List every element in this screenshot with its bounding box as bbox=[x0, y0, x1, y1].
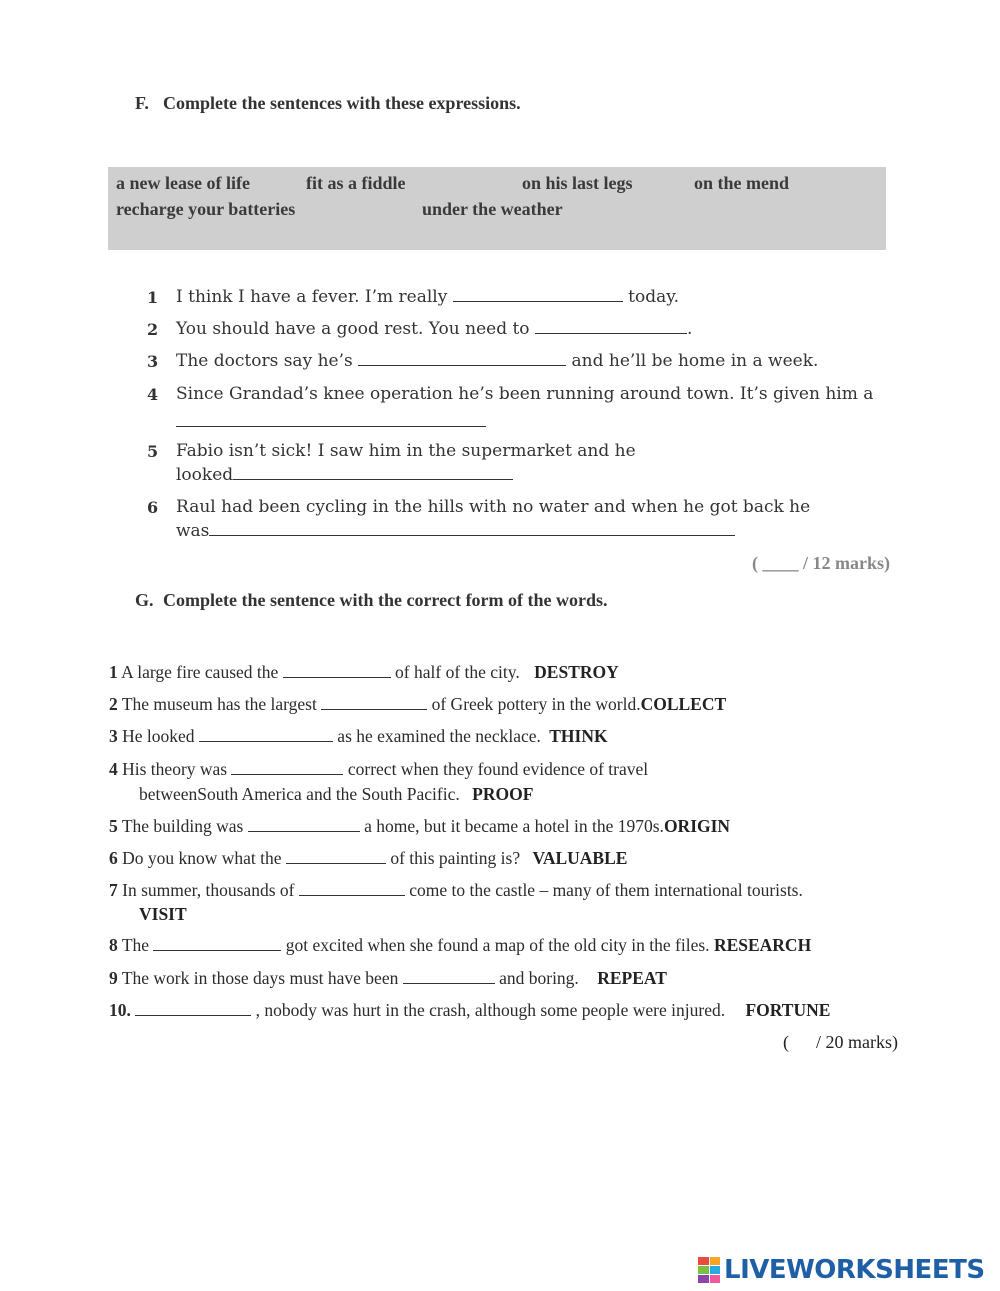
answer-blank[interactable] bbox=[286, 849, 386, 864]
item-text: and he’ll be home in a week. bbox=[571, 351, 819, 371]
item-text: His theory was bbox=[122, 759, 228, 779]
item-number: 1 bbox=[109, 662, 118, 682]
item-text: and boring. bbox=[499, 968, 579, 988]
logo-block bbox=[710, 1275, 721, 1283]
list-item-continuation bbox=[176, 412, 486, 432]
item-text: In summer, thousands of bbox=[122, 880, 295, 900]
item-number: 4 bbox=[109, 759, 118, 779]
list-item bbox=[109, 726, 608, 747]
item-text: The work in those days must have been bbox=[121, 968, 399, 988]
item-text: The bbox=[121, 935, 150, 955]
answer-blank[interactable] bbox=[403, 969, 495, 984]
logo-blocks-icon bbox=[698, 1257, 720, 1283]
list-item bbox=[176, 384, 873, 404]
item-text: come to the castle – many of them international tourists. bbox=[409, 880, 803, 900]
keyword: REPEAT bbox=[597, 968, 667, 988]
item-number: 3 bbox=[109, 726, 118, 746]
list-item bbox=[109, 816, 730, 837]
logo-block bbox=[698, 1275, 709, 1283]
list-item-continuation bbox=[176, 521, 735, 541]
answer-blank[interactable] bbox=[283, 663, 391, 678]
item-text: He looked bbox=[122, 726, 195, 746]
answer-blank[interactable] bbox=[453, 287, 623, 302]
answer-blank[interactable] bbox=[321, 695, 427, 710]
answer-blank[interactable] bbox=[233, 465, 513, 480]
answer-blank[interactable] bbox=[299, 881, 405, 896]
section-f-label: F. bbox=[135, 93, 149, 113]
item-text: . bbox=[686, 319, 693, 339]
item-text: of this painting is? bbox=[390, 848, 521, 868]
list-item-continuation bbox=[176, 465, 513, 485]
section-f-title: Complete the sentences with these expressions. bbox=[163, 93, 521, 113]
list-item bbox=[176, 441, 636, 461]
expression: recharge your batteries bbox=[116, 199, 296, 219]
list-item-continuation bbox=[139, 904, 187, 925]
item-number: 1 bbox=[147, 288, 159, 307]
list-item bbox=[109, 935, 811, 956]
item-text: of Greek pottery in the world. bbox=[431, 694, 641, 714]
keyword: PROOF bbox=[472, 784, 534, 804]
answer-blank[interactable] bbox=[199, 727, 333, 742]
section-f-marks: ( ____ / 12 marks) bbox=[752, 553, 890, 573]
keyword: VALUABLE bbox=[532, 848, 628, 868]
answer-blank[interactable] bbox=[535, 319, 687, 334]
list-item bbox=[176, 287, 679, 307]
keyword: VISIT bbox=[139, 904, 187, 924]
logo-text: LIVEWORKSHEETS bbox=[724, 1255, 985, 1285]
item-text: correct when they found evidence of travel bbox=[347, 759, 649, 779]
answer-blank[interactable] bbox=[358, 351, 566, 366]
item-text: Do you know what the bbox=[122, 848, 282, 868]
answer-blank[interactable] bbox=[153, 936, 281, 951]
item-text: looked bbox=[176, 465, 234, 485]
expression: on the mend bbox=[694, 173, 790, 193]
answer-blank[interactable] bbox=[248, 817, 360, 832]
item-number: 10. bbox=[109, 1000, 131, 1020]
item-number: 5 bbox=[109, 816, 118, 836]
item-text: Raul had been cycling in the hills with no water and when he got back he bbox=[176, 497, 811, 517]
expression: a new lease of life bbox=[116, 173, 250, 193]
keyword: THINK bbox=[549, 726, 608, 746]
logo-block bbox=[710, 1266, 721, 1274]
list-item bbox=[109, 1000, 830, 1021]
item-text: You should have a good rest. You need to bbox=[176, 319, 530, 339]
list-item bbox=[176, 319, 692, 339]
expression: under the weather bbox=[422, 199, 563, 219]
item-number: 6 bbox=[147, 498, 159, 517]
expression-box bbox=[108, 167, 886, 250]
item-text: Since Grandad’s knee operation he’s been running around town. It’s given him a bbox=[176, 384, 874, 404]
list-item bbox=[109, 848, 627, 869]
list-item bbox=[109, 880, 803, 901]
list-item bbox=[109, 694, 726, 715]
item-number: 2 bbox=[109, 694, 118, 714]
item-text: of half of the city. bbox=[395, 662, 520, 682]
item-number: 2 bbox=[147, 320, 159, 339]
item-number: 3 bbox=[147, 352, 159, 371]
logo-block bbox=[698, 1257, 709, 1265]
keyword: DESTROY bbox=[534, 662, 619, 682]
item-text: today. bbox=[628, 287, 679, 307]
keyword: ORIGIN bbox=[663, 816, 731, 836]
list-item bbox=[109, 968, 667, 989]
answer-blank[interactable] bbox=[135, 1001, 251, 1016]
keyword: COLLECT bbox=[640, 694, 727, 714]
answer-blank[interactable] bbox=[231, 760, 343, 775]
answer-blank[interactable] bbox=[176, 412, 486, 427]
expression: fit as a fiddle bbox=[306, 173, 406, 193]
liveworksheets-logo bbox=[698, 1255, 985, 1285]
item-text: The doctors say he’s bbox=[176, 351, 353, 371]
item-text: , nobody was hurt in the crash, although some people were injured. bbox=[255, 1000, 726, 1020]
keyword: FORTUNE bbox=[745, 1000, 831, 1020]
list-item bbox=[109, 662, 619, 683]
logo-block bbox=[710, 1257, 721, 1265]
item-number: 6 bbox=[109, 848, 118, 868]
section-g-marks: ( / 20 marks) bbox=[783, 1032, 898, 1052]
answer-blank[interactable] bbox=[209, 521, 735, 536]
list-item bbox=[109, 759, 648, 780]
item-text: Fabio isn’t sick! I saw him in the supermarket and he bbox=[176, 441, 636, 461]
item-text: I think I have a fever. I’m really bbox=[176, 287, 448, 307]
item-number: 7 bbox=[109, 880, 118, 900]
list-item bbox=[176, 497, 810, 517]
item-text: The building was bbox=[121, 816, 244, 836]
item-text: as he examined the necklace. bbox=[337, 726, 541, 746]
item-text: got excited when she found a map of the old city in the files. bbox=[285, 935, 710, 955]
keyword: RESEARCH bbox=[713, 935, 812, 955]
list-item bbox=[176, 351, 818, 371]
section-f-heading bbox=[135, 93, 521, 114]
item-text: a home, but it became a hotel in the 1970s. bbox=[364, 816, 664, 836]
item-text: was bbox=[176, 521, 210, 541]
list-item-continuation bbox=[139, 784, 533, 805]
item-number: 9 bbox=[109, 968, 118, 988]
section-g-title: Complete the sentence with the correct form of the words. bbox=[163, 590, 608, 610]
expression: on his last legs bbox=[522, 173, 633, 193]
item-number: 5 bbox=[147, 442, 159, 461]
item-text: The museum has the largest bbox=[121, 694, 317, 714]
item-number: 4 bbox=[147, 385, 159, 404]
section-g-heading bbox=[135, 590, 608, 611]
section-g-label: G. bbox=[135, 590, 154, 610]
logo-block bbox=[698, 1266, 709, 1274]
item-number: 8 bbox=[109, 935, 118, 955]
item-text: betweenSouth America and the South Pacific. bbox=[139, 784, 460, 804]
item-text: A large fire caused the bbox=[121, 662, 279, 682]
